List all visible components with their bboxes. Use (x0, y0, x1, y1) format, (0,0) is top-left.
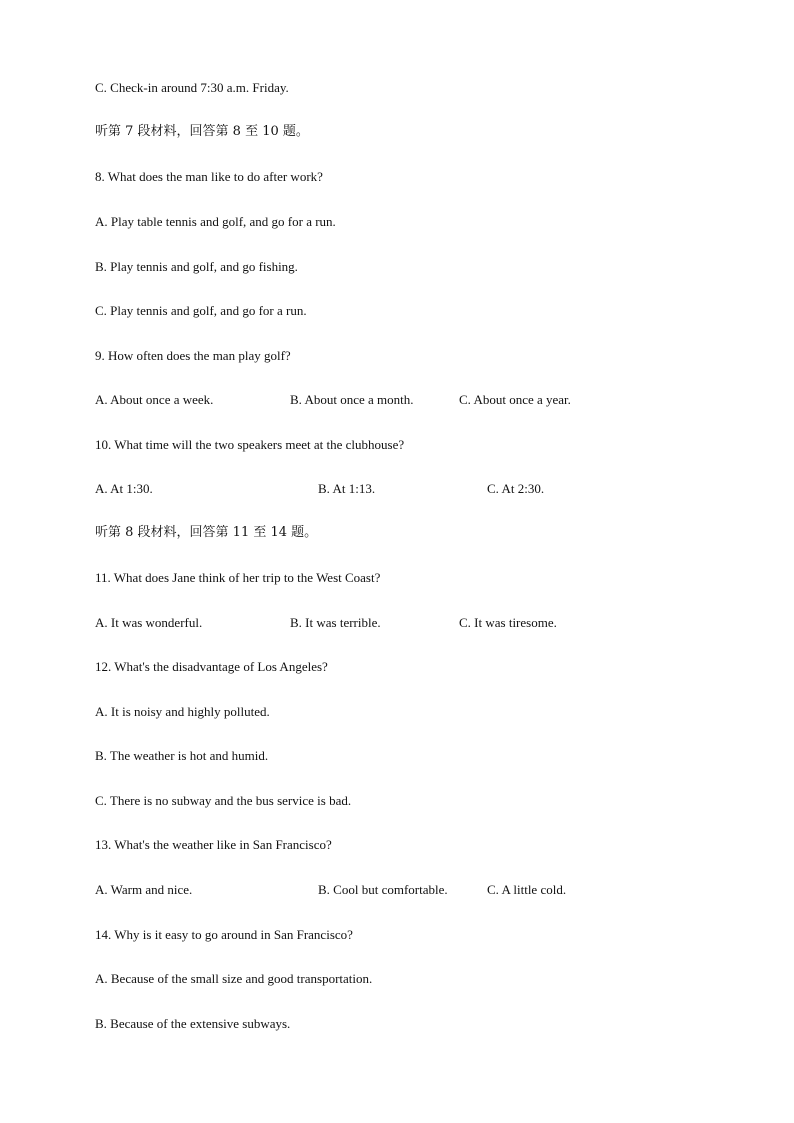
question-10-option-a: A. At 1:30. (95, 481, 153, 496)
question-12: 12. What's the disadvantage of Los Angeles? (95, 659, 328, 674)
question-13: 13. What's the weather like in San Francisco? (95, 837, 332, 852)
question-11-option-a: A. It was wonderful. (95, 615, 203, 630)
question-9-option-b: B. About once a month. (290, 392, 414, 407)
question-9: 9. How often does the man play golf? (95, 348, 291, 363)
question-14-option-a: A. Because of the small size and good transportation. (95, 971, 373, 986)
question-12-option-c: C. There is no subway and the bus service is bad. (95, 793, 352, 808)
question-8-option-a: A. Play table tennis and golf, and go for a run. (95, 214, 336, 229)
question-13-option-c: C. A little cold. (487, 882, 567, 897)
question-9-option-a: A. About once a week. (95, 392, 214, 407)
question-10: 10. What time will the two speakers meet at the clubhouse? (95, 437, 405, 452)
question-13-option-b: B. Cool but comfortable. (318, 882, 448, 897)
question-10-option-c: C. At 2:30. (487, 481, 545, 496)
question-9-option-c: C. About once a year. (459, 392, 571, 407)
question-12-option-a: A. It is noisy and highly polluted. (95, 704, 270, 719)
question-11-option-b: B. It was terrible. (290, 615, 381, 630)
question-13-option-a: A. Warm and nice. (95, 882, 193, 897)
option-c-prev: C. Check-in around 7:30 a.m. Friday. (95, 80, 289, 95)
question-11: 11. What does Jane think of her trip to the West Coast? (95, 570, 381, 585)
question-8: 8. What does the man like to do after work? (95, 169, 323, 184)
section-7-instruction: 听第 7 段材料，回答第 8 至 10 题。 (95, 124, 309, 139)
question-14: 14. Why is it easy to go around in San Francisco? (95, 927, 353, 942)
question-14-option-b: B. Because of the extensive subways. (95, 1016, 291, 1031)
question-8-option-c: C. Play tennis and golf, and go for a run. (95, 303, 307, 318)
question-12-option-b: B. The weather is hot and humid. (95, 748, 269, 763)
question-11-option-c: C. It was tiresome. (459, 615, 557, 630)
question-8-option-b: B. Play tennis and golf, and go fishing. (95, 259, 298, 274)
section-8-instruction: 听第 8 段材料，回答第 11 至 14 题。 (95, 525, 318, 540)
question-10-option-b: B. At 1:13. (318, 481, 376, 496)
